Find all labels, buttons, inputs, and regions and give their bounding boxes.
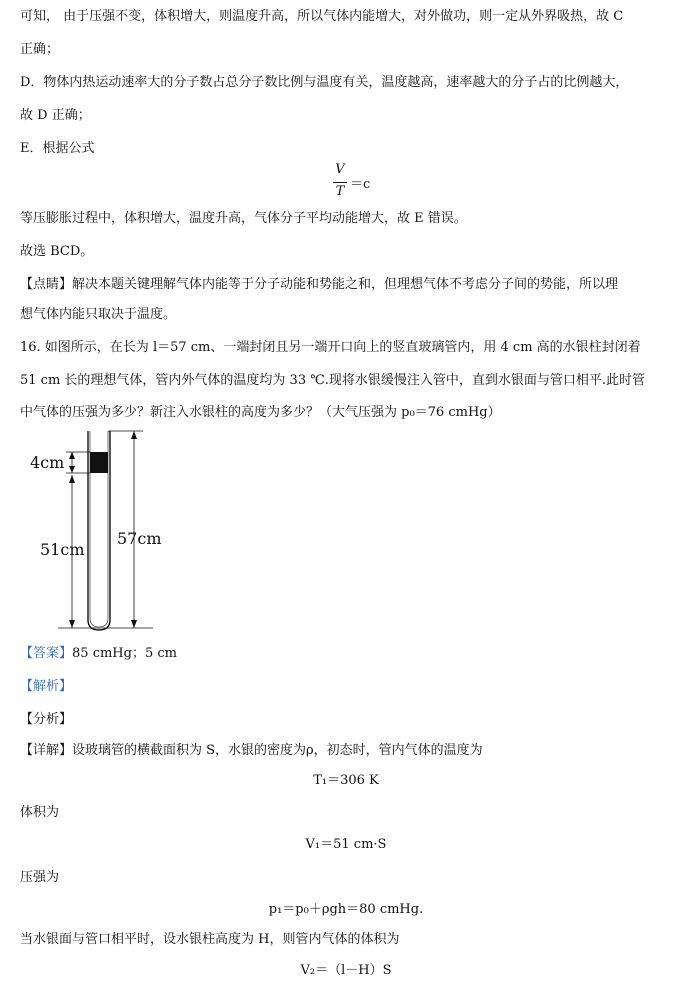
label-51cm: 51cm	[40, 540, 85, 559]
formula-v-over-t	[330, 162, 390, 206]
equation-v2: V₂＝（l－H）S	[300, 963, 392, 978]
equation-v1: V₁＝51 cm·S	[305, 837, 387, 852]
line-6: 等压膨胀过程中，体积增大，温度升高，气体分子平均动能增大，故 E 错误。	[20, 211, 467, 226]
formula-rhs: ＝c	[350, 177, 371, 192]
line-8: 【点睛】解决本题关键理解气体内能等于分子动能和势能之和，但理想气体不考虑分子间的势能，所以理	[20, 277, 619, 292]
volume-label: 体积为	[20, 805, 60, 820]
line-12: 中气体的压强为多少？新注入水银柱的高度为多少？（大气压强为 p₀＝76 cmHg）	[20, 405, 501, 420]
detail-line: 【详解】设玻璃管的横截面积为 S，水银的密度为ρ，初态时，管内气体的温度为	[20, 743, 483, 758]
pressure-label: 压强为	[20, 870, 60, 885]
glass-tube-diagram	[28, 428, 198, 638]
line-1: 可知， 由于压强不变，体积增大，则温度升高，所以气体内能增大，对外做功，则一定从外界吸热，故 C	[20, 9, 624, 24]
line-11: 51 cm 长的理想气体，管内外气体的温度均为 33 ℃.现将水银缓慢注入管中，直到水银面与管口相平.此时管	[20, 373, 646, 388]
answer-line	[20, 645, 680, 663]
line-9: 想气体内能只取决于温度。	[20, 307, 177, 322]
line-3: D．物体内热运动速率大的分子数占总分子数比例与温度有关，温度越高，速率越大的分子占的比例越大，	[20, 75, 629, 90]
label-4cm: 4cm	[30, 453, 65, 472]
equation-t1: T₁＝306 K	[313, 773, 379, 788]
mercury-column	[90, 452, 108, 473]
flush-line: 当水银面与管口相平时，设水银柱高度为 H，则管内气体的体积为	[20, 932, 400, 947]
formula-denominator: T	[335, 184, 345, 199]
analysis-sub: 【分析】	[20, 712, 73, 727]
line-7: 故选 BCD。	[20, 244, 94, 259]
analysis-tag: 【解析】	[20, 679, 73, 694]
line-2: 正确；	[20, 42, 60, 57]
equation-p1: p₁＝p₀＋ρgh＝80 cmHg.	[268, 902, 424, 917]
line-10: 16. 如图所示，在长为 l＝57 cm、一端封闭且另一端开口向上的竖直玻璃管内，用 4 cm 高的水银柱封闭着	[20, 340, 641, 355]
line-4: 故 D 正确；	[20, 108, 91, 123]
line-5: E．根据公式	[20, 141, 95, 156]
answer-tag: 【答案】	[20, 646, 73, 661]
fraction-bar	[333, 182, 347, 183]
formula-numerator: V	[335, 162, 345, 177]
answer-text: 85 cmHg；5 cm	[72, 646, 177, 661]
label-57cm: 57cm	[117, 529, 162, 548]
